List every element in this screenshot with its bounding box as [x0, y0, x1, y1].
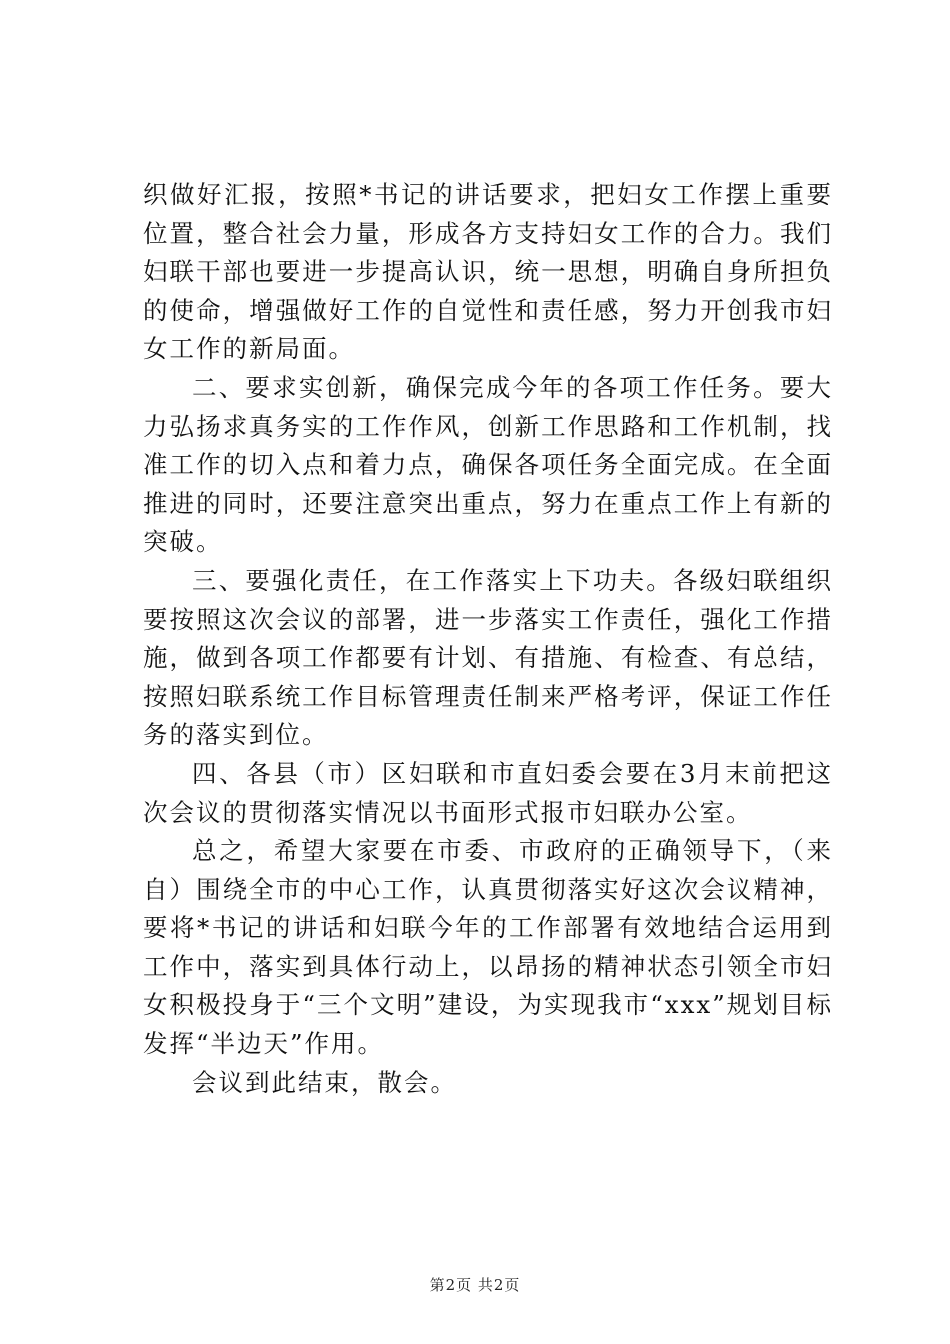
paragraph-item-3: 三、要强化责任，在工作落实上下功夫。各级妇联组织要按照这次会议的部署，进一步落实工作责任，强化工作措施，做到各项工作都要有计划、有措施、有检查、有总结，按照妇联系统工作目标管理责任制来严格考评，保证工作任务的落实到位。	[143, 565, 833, 750]
page-number-footer: 第2页 共2页	[429, 1276, 521, 1294]
paragraph-summary: 总之，希望大家要在市委、市政府的正确领导下，（来自）围绕全市的中心工作，认真贯彻落实好这次会议精神，要将*书记的讲话和妇联今年的工作部署有效地结合运用到工作中，落实到具体行动上，以昂扬的精神状态引领全市妇女积极投身于“三个文明”建设，为实现我市“xxx”规划目标发挥“半边天”作用。	[143, 836, 833, 1059]
paragraph-closing: 会议到此结束，散会。	[192, 1067, 457, 1097]
paragraph-continuation: 织做好汇报，按照*书记的讲话要求，把妇女工作摆上重要位置，整合社会力量，形成各方支持妇女工作的合力。我们妇联干部也要进一步提高认识，统一思想，明确自身所担负的使命，增强做好工作的自觉性和责任感，努力开创我市妇女工作的新局面。	[143, 180, 833, 364]
document-body	[143, 176, 833, 1102]
paragraph-item-4: 四、各县（市）区妇联和市直妇委会要在3月末前把这次会议的贯彻落实情况以书面形式报市妇联办公室。	[143, 758, 833, 827]
paragraph-item-2: 二、要求实创新，确保完成今年的各项工作任务。要大力弘扬求真务实的工作作风，创新工作思路和工作机制，找准工作的切入点和着力点，确保各项任务全面完成。在全面推进的同时，还要注意突出重点，努力在重点工作上有新的突破。	[143, 372, 833, 557]
